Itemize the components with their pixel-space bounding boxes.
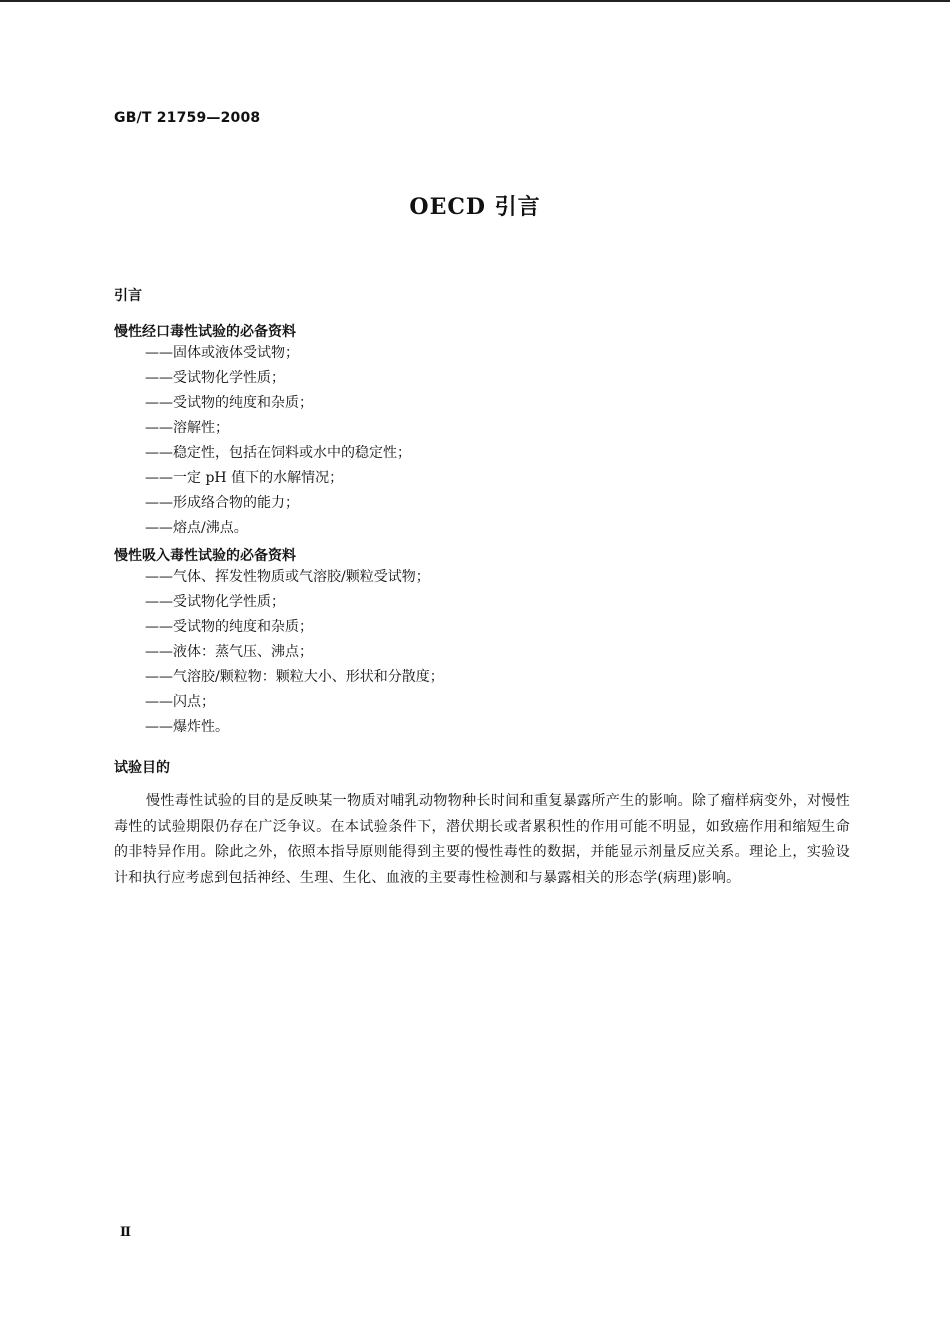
inhalation-requirements-list — [145, 565, 444, 740]
list-item: ——爆炸性。 — [145, 719, 229, 735]
section-heading-intro: 引言 — [114, 288, 142, 304]
top-border-line — [0, 0, 950, 2]
page-number: Ⅱ — [120, 1225, 131, 1240]
list-item: ——闪点； — [145, 694, 215, 710]
section-heading-inhalation: 慢性吸入毒性试验的必备资料 — [114, 548, 296, 564]
list-item: ——受试物的纯度和杂质； — [145, 395, 313, 411]
list-item: ——溶解性； — [145, 420, 229, 436]
list-item: ——液体：蒸气压、沸点； — [145, 644, 313, 660]
list-item: ——气溶胶/颗粒物：颗粒大小、形状和分散度； — [145, 669, 444, 685]
section-heading-purpose: 试验目的 — [114, 760, 170, 776]
list-item: ——受试物化学性质； — [145, 370, 285, 386]
oral-requirements-list — [145, 341, 411, 541]
list-item: ——固体或液体受试物； — [145, 345, 299, 361]
standard-code: GB/T 21759—2008 — [114, 110, 261, 126]
list-item: ——受试物化学性质； — [145, 594, 285, 610]
purpose-paragraph: 慢性毒性试验的目的是反映某一物质对哺乳动物物种长时间和重复暴露所产生的影响。除了瘤样病变外，对慢性毒性的试验期限仍存在广泛争议。在本试验条件下，潜伏期长或者累积性的作用可能不明显，如致癌作用和缩短生命的非特异作用。除此之外，依照本指导原则能得到主要的慢性毒性的数据，并能显示剂量反应关系。理论上，实验设计和执行应考虑到包括神经、生理、生化、血液的主要毒性检测和与暴露相关的形态学(病理)影响。 — [114, 793, 850, 886]
list-item: ——一定 pH 值下的水解情况； — [145, 470, 344, 486]
list-item: ——熔点/沸点。 — [145, 520, 248, 536]
page-title: OECD 引言 — [409, 194, 541, 220]
list-item: ——稳定性，包括在饲料或水中的稳定性； — [145, 445, 411, 461]
list-item: ——受试物的纯度和杂质； — [145, 619, 313, 635]
list-item: ——气体、挥发性物质或气溶胶/颗粒受试物； — [145, 569, 430, 585]
list-item: ——形成络合物的能力； — [145, 495, 299, 511]
section-heading-oral: 慢性经口毒性试验的必备资料 — [114, 324, 296, 340]
